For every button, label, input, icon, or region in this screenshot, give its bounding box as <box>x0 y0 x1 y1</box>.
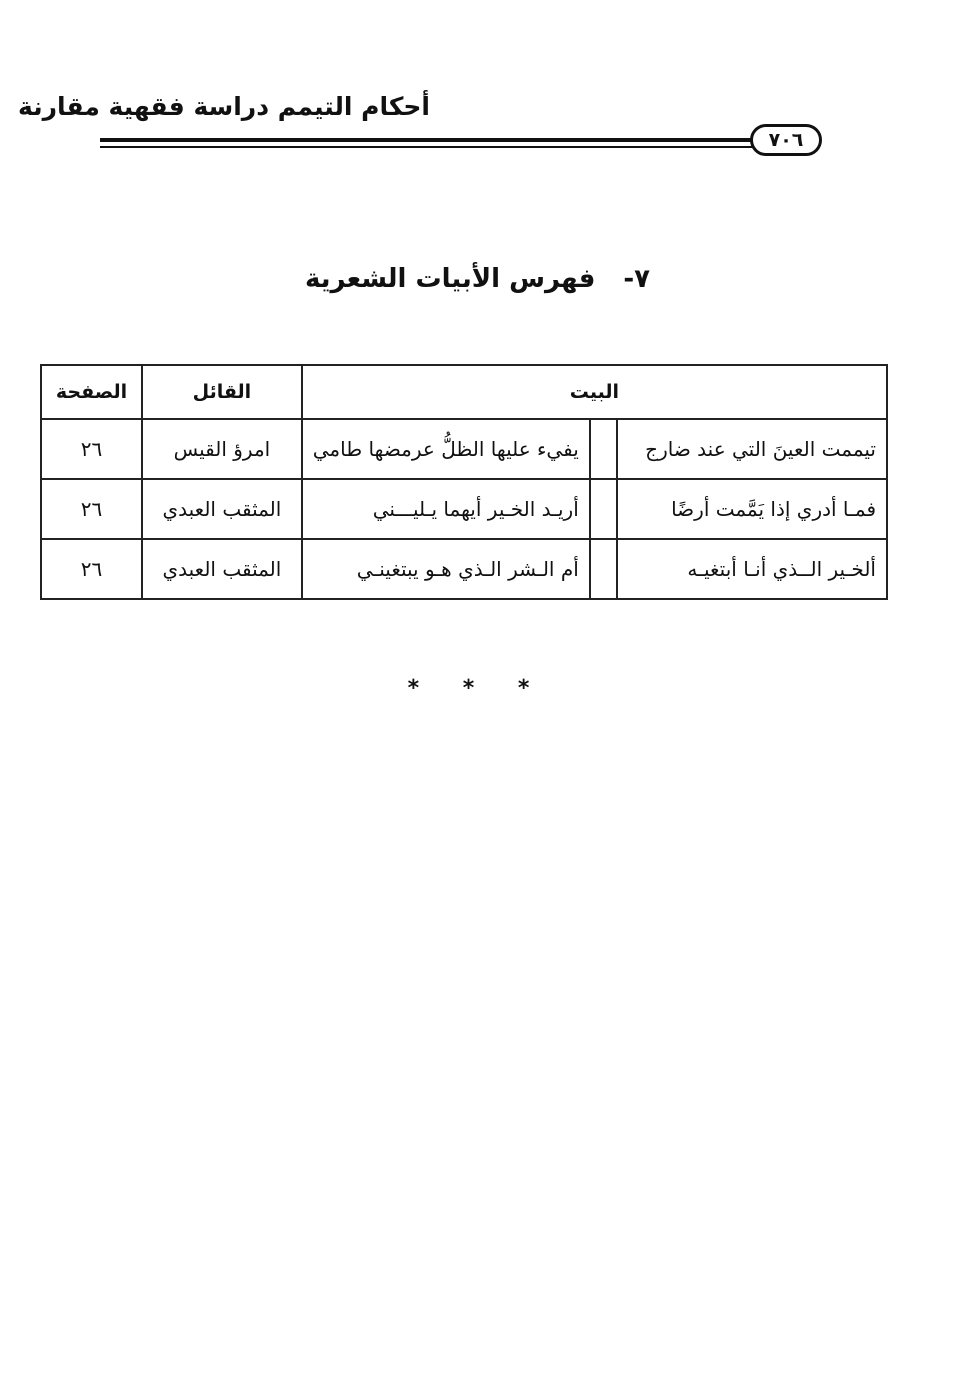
column-header-verse: البيت <box>302 365 887 419</box>
verse-index-table <box>40 364 888 600</box>
section-title: فهرس الأبيات الشعرية <box>304 264 596 294</box>
section-separator: * * * <box>407 676 548 701</box>
section-number: ٧- <box>623 264 651 294</box>
running-head-title: أحكام التيمم دراسة فقهية مقارنة <box>18 92 430 121</box>
table-row <box>41 539 887 599</box>
header-rule-thick <box>100 138 755 142</box>
hemistich-divider <box>590 539 617 599</box>
table-row <box>41 479 887 539</box>
hemistich-divider <box>590 479 617 539</box>
column-header-page: الصفحة <box>41 365 142 419</box>
poet-name: المثقب العبدي <box>142 539 302 599</box>
page-reference: ٢٦ <box>41 419 142 479</box>
second-hemistich: أم الـشر الـذي هـو يبتغينـي <box>302 539 590 599</box>
first-hemistich: تيممت العينَ التي عند ضارج <box>617 419 887 479</box>
hemistich-divider <box>590 419 617 479</box>
column-header-poet: القائل <box>142 365 302 419</box>
page-reference: ٢٦ <box>41 479 142 539</box>
header-rule-thin <box>100 146 755 148</box>
page-number: ٧٠٦ <box>750 124 822 156</box>
section-heading <box>0 264 955 294</box>
poet-name: المثقب العبدي <box>142 479 302 539</box>
second-hemistich: يفيء عليها الظلُّ عرمضها طامي <box>302 419 590 479</box>
first-hemistich: فمـا أدري إذا يَمَّمت أرضًا <box>617 479 887 539</box>
poet-name: امرؤ القيس <box>142 419 302 479</box>
table-header-row <box>41 365 887 419</box>
table-row <box>41 419 887 479</box>
first-hemistich: ألخـير الــذي أنـا أبتغيـه <box>617 539 887 599</box>
page-reference: ٢٦ <box>41 539 142 599</box>
second-hemistich: أريـد الخـير أيهما يـليـــني <box>302 479 590 539</box>
